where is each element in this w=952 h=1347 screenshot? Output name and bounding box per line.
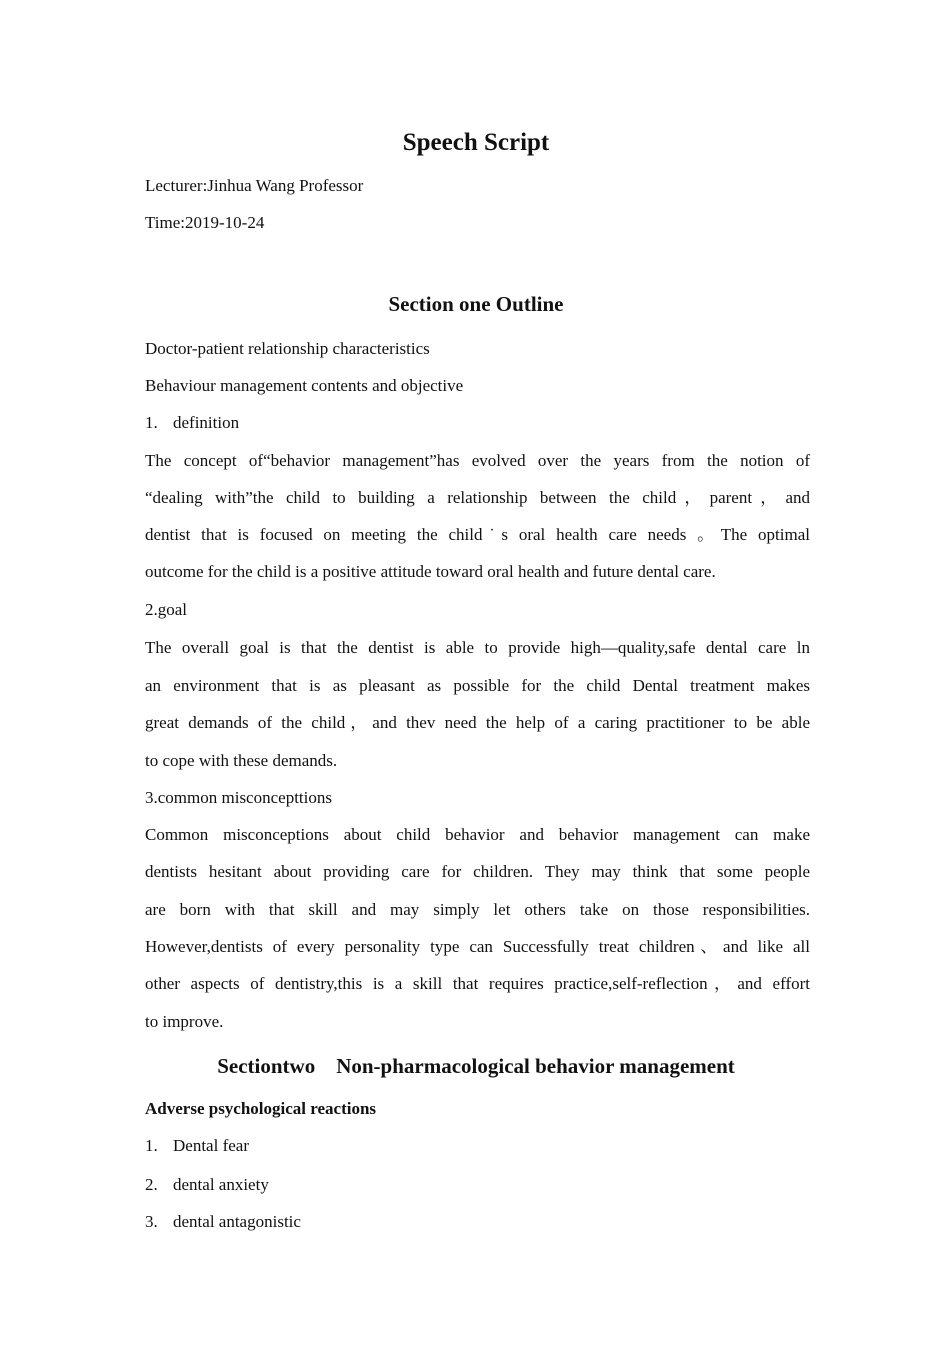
list-item-number: 2. — [145, 1175, 158, 1194]
misconceptions-text-line: dentists hesitant about providing care for children. They may think that some people — [145, 862, 810, 881]
lecturer-line: Lecturer:Jinhua Wang Professor — [145, 176, 364, 195]
document-title: Speech Script — [402, 129, 550, 156]
misconceptions-label: 3.common misconcepttions — [145, 788, 332, 807]
goal-text-line: The overall goal is that the dentist is able to provide high—quality,safe dental care ln — [145, 638, 810, 657]
outline-item: Doctor-patient relationship characteristics — [145, 339, 430, 358]
misconceptions-text-line: are born with that skill and may simply let others take on those responsibilities. — [145, 900, 810, 919]
list-item — [145, 1135, 810, 1157]
goal-text-line: to cope with these demands. — [145, 751, 338, 770]
goal-label: 2.goal — [145, 600, 188, 619]
definition-text-line: outcome for the child is a positive attitude toward oral health and future dental care. — [145, 562, 716, 581]
list-item-label: dental antagonistic — [173, 1212, 301, 1231]
section-two-subheading: Adverse psychological reactions — [145, 1099, 377, 1118]
goal-text-line: great demands of the child，and thev need the help of a caring practitioner to be able — [145, 713, 810, 732]
misconceptions-text-line: other aspects of dentistry,this is a skill that requires practice,self-reflection，and effort — [145, 974, 810, 993]
misconceptions-text-line: Common misconceptions about child behavior and behavior management can make — [145, 825, 810, 844]
section-two-heading: Sectiontwo Non-pharmacological behavior management — [217, 1054, 735, 1078]
misconceptions-text-line: to improve. — [145, 1012, 224, 1031]
definition-text-line: dentist that is focused on meeting the child˙s oral health care needs 。The optimal — [145, 525, 810, 544]
list-item-label: dental anxiety — [173, 1175, 269, 1194]
definition-text-line: The concept of“behavior management”has evolved over the years from the notion of — [145, 451, 810, 470]
time-line: Time:2019-10-24 — [145, 213, 265, 232]
list-item-label: Dental fear — [173, 1136, 249, 1155]
list-item — [145, 1174, 810, 1196]
outline-item: Behaviour management contents and objective — [145, 376, 464, 395]
list-item-number: 3. — [145, 1212, 158, 1231]
misconceptions-text-line: However,dentists of every personality type can Successfully treat children、and like all — [145, 937, 810, 956]
goal-text-line: an environment that is as pleasant as possible for the child Dental treatment makes — [145, 676, 810, 695]
section-one-heading: Section one Outline — [388, 292, 564, 316]
definition-text-line: “dealing with”the child to building a relationship between the child，parent，and — [145, 488, 810, 507]
list-item-number: 1. — [145, 1136, 158, 1155]
definition-label: definition — [173, 413, 240, 432]
definition-number: 1. — [145, 413, 158, 432]
definition-label-line — [145, 412, 810, 434]
list-item — [145, 1211, 810, 1233]
